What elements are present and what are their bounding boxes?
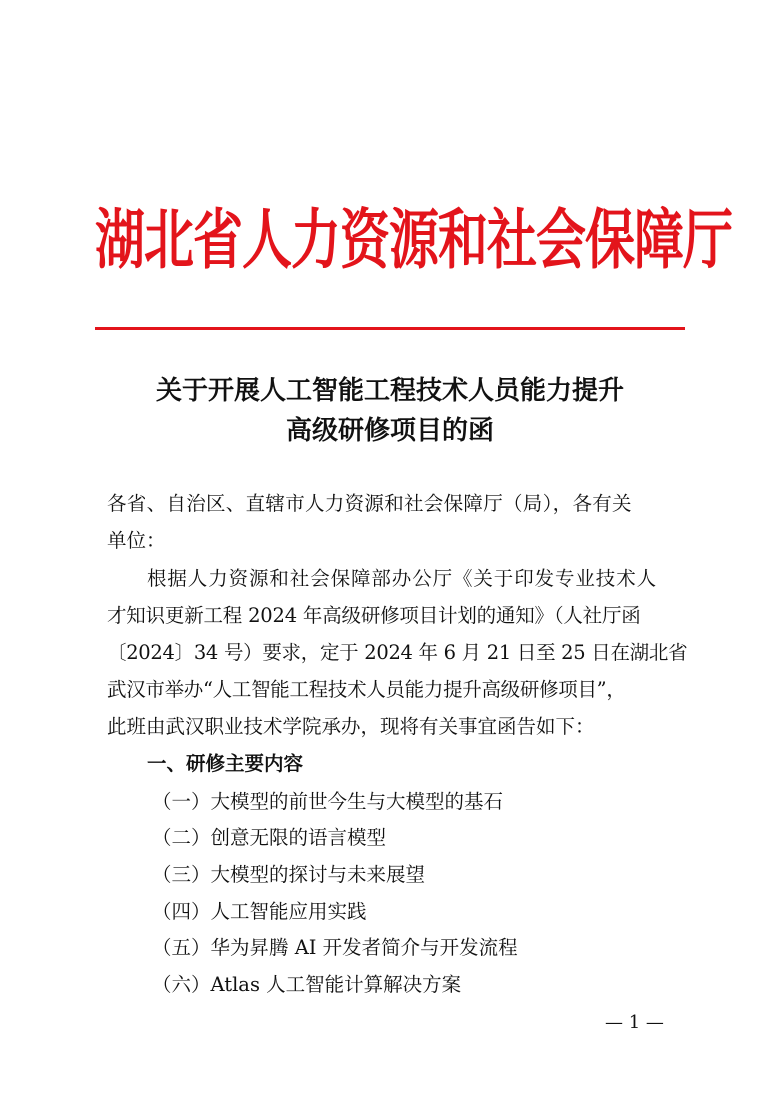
paragraph-line-1: 根据人力资源和社会保障部办公厅《关于印发专业技术人 [147,567,658,590]
salutation-line-1: 各省、自治区、直辖市人力资源和社会保障厅（局），各有关 [107,492,632,515]
content-item: （三）大模型的探讨与未来展望 [152,863,426,886]
page-number: — 1 — [605,1012,664,1033]
document-title-line-1: 关于开展人工智能工程技术人员能力提升 [155,376,624,406]
section-heading: 一、研修主要内容 [147,752,304,775]
content-item: （一）大模型的前世今生与大模型的基石 [152,790,504,813]
document-title-line-2: 高级研修项目的函 [285,416,494,446]
salutation-line-2: 单位： [107,529,166,552]
paragraph-line-3: 〔2024〕34 号）要求，定于 2024 年 6 月 21 日至 25 日在湖北省 [107,641,688,664]
content-item: （六）Atlas 人工智能计算解决方案 [152,973,462,996]
issuer-header: 湖北省人力资源和社会保障厅 [95,202,732,278]
paragraph-line-5: 此班由武汉职业技术学院承办，现将有关事宜函告如下： [107,715,595,738]
paragraph-line-4: 武汉市举办“人工智能工程技术人员能力提升高级研修项目”， [107,678,626,701]
paragraph-line-2: 才知识更新工程 2024 年高级研修项目计划的通知》（人社厅函 [107,604,641,627]
content-item: （五）华为昇腾 AI 开发者简介与开发流程 [152,936,518,959]
red-separator-line [95,327,685,330]
content-item: （二）创意无限的语言模型 [152,826,387,849]
content-item: （四）人工智能应用实践 [152,900,367,923]
